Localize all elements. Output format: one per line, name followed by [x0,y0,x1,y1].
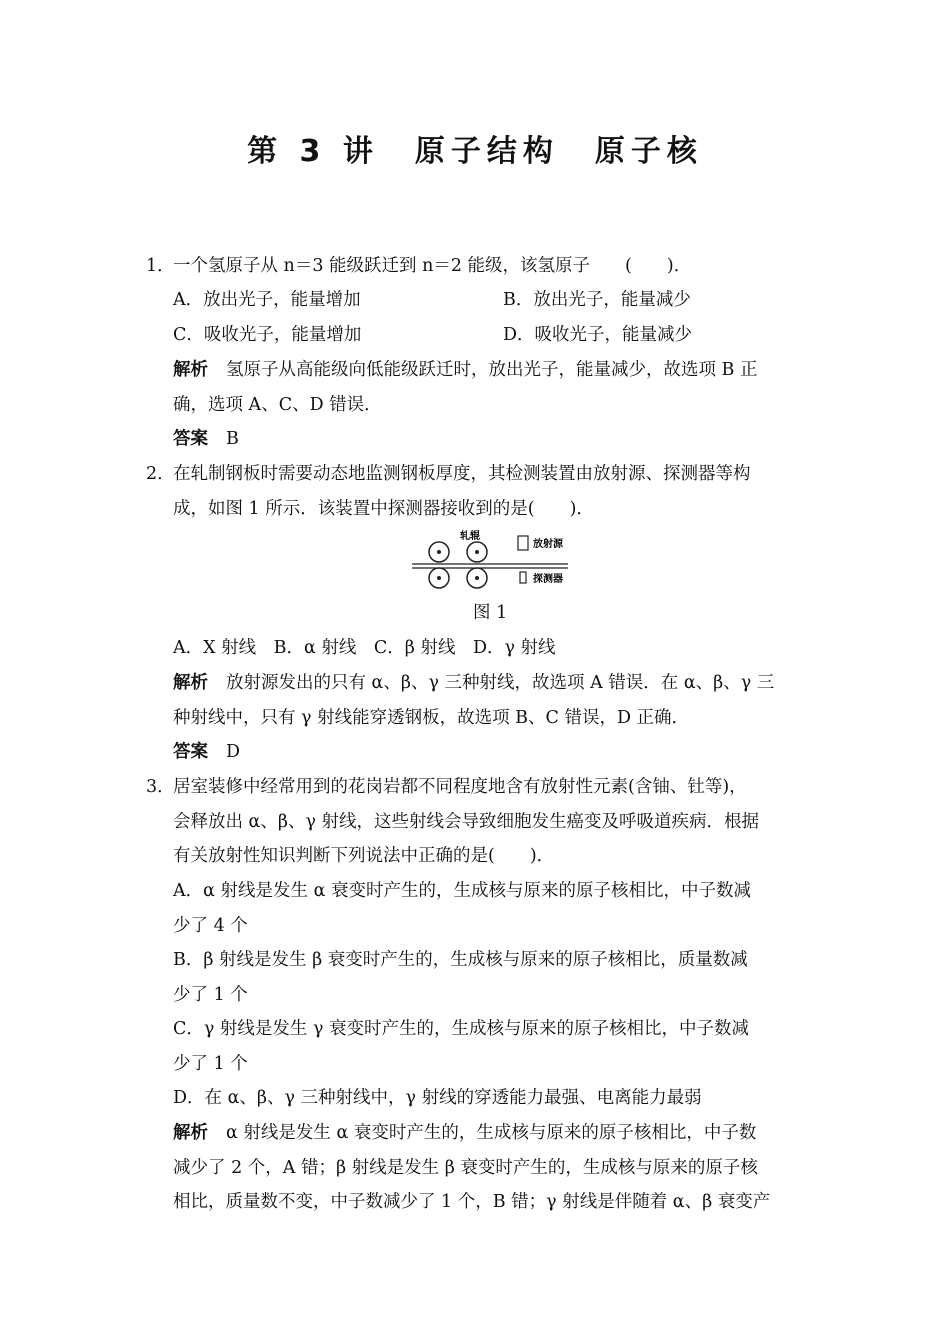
analysis-label: 解析 [173,673,208,693]
radiation-source-box [518,536,528,550]
question-3-option-c-line-2: 少了 1 个 [173,1054,248,1074]
question-3-option-c-line-1: C．γ 射线是发生 γ 衰变时产生的，生成核与原来的原子核相比，中子数减 [173,1019,749,1039]
question-1-option-b: B．放出光子，能量减少 [503,290,691,310]
roller-axle [437,550,441,554]
question-1-number: 1． [146,256,175,276]
question-3-option-a-line-2: 少了 4 个 [173,916,248,936]
question-2-analysis-line-2: 种射线中，只有 γ 射线能穿透钢板，故选项 B、C 错误，D 正确． [173,708,690,728]
analysis-label: 解析 [173,1123,208,1143]
question-2-number: 2． [146,464,175,484]
question-2-analysis-line-1 [173,671,774,695]
roller-axle [475,550,479,554]
answer-label: 答案 [173,742,208,762]
answer-value: B [226,429,239,449]
detector-box [520,572,526,583]
figure-1-rolling-mill-diagram [408,530,578,592]
roller-axle [475,576,479,580]
question-3-analysis-line-1 [173,1121,756,1145]
question-3-stem-line-3: 有关放射性知识判断下列说法中正确的是( )． [173,846,555,866]
question-1-answer [173,427,239,451]
roller-label: 轧辊 [460,531,480,542]
question-1-stem: 一个氢原子从 n＝3 能级跃迁到 n＝2 能级，该氢原子 ( )． [173,256,692,276]
question-3-option-a-line-1: A．α 射线是发生 α 衰变时产生的，生成核与原来的原子核相比，中子数减 [173,881,751,901]
roller-axle [437,576,441,580]
question-3-option-d: D．在 α、β、γ 三种射线中，γ 射线的穿透能力最强、电离能力最弱 [173,1088,702,1108]
detector-label: 探测器 [533,574,563,585]
question-3-analysis-line-3: 相比，质量数不变，中子数减少了 1 个，B 错；γ 射线是伴随着 α、β 衰变产 [173,1192,771,1212]
question-1-analysis-line-1 [173,358,757,382]
analysis-label: 解析 [173,360,208,380]
question-3-analysis-line-2: 减少了 2 个，A 错；β 射线是发生 β 衰变时产生的，生成核与原来的原子核 [173,1158,758,1178]
answer-label: 答案 [173,429,208,449]
question-1-option-c: C．吸收光子，能量增加 [173,325,362,345]
question-3-option-b-line-2: 少了 1 个 [173,985,248,1005]
question-1-analysis-line-2: 确，选项 A、C、D 错误． [173,395,382,415]
question-3-stem-line-1: 居室装修中经常用到的花岗岩都不同程度地含有放射性元素(含铀、钍等)， [173,777,747,797]
analysis-text: 放射源发出的只有 α、β、γ 三种射线，故选项 A 错误．在 α、β、γ 三 [226,673,775,693]
page-title: 第 3 讲 原子结构 原子核 [247,134,703,169]
question-2-options: A．X 射线 B．α 射线 C．β 射线 D．γ 射线 [173,638,556,658]
question-2-stem-line-1: 在轧制钢板时需要动态地监测钢板厚度，其检测装置由放射源、探测器等构 [173,464,751,484]
question-3-number: 3． [146,777,175,797]
analysis-text: 氢原子从高能级向低能级跃迁时，放出光子，能量减少，故选项 B 正 [226,360,758,380]
question-1-option-a: A．放出光子，能量增加 [173,290,361,310]
question-2-answer [173,740,240,764]
question-1-option-d: D．吸收光子，能量减少 [503,325,693,345]
source-label: 放射源 [533,539,563,550]
question-3-stem-line-2: 会释放出 α、β、γ 射线，这些射线会导致细胞发生癌变及呼吸道疾病．根据 [173,812,760,832]
figure-1-caption: 图 1 [473,603,508,623]
question-3-option-b-line-1: B．β 射线是发生 β 衰变时产生的，生成核与原来的原子核相比，质量数减 [173,950,748,970]
analysis-text: α 射线是发生 α 衰变时产生的，生成核与原来的原子核相比，中子数 [226,1123,757,1143]
answer-value: D [226,742,241,762]
question-2-stem-line-2: 成，如图 1 所示．该装置中探测器接收到的是( )． [173,499,594,519]
